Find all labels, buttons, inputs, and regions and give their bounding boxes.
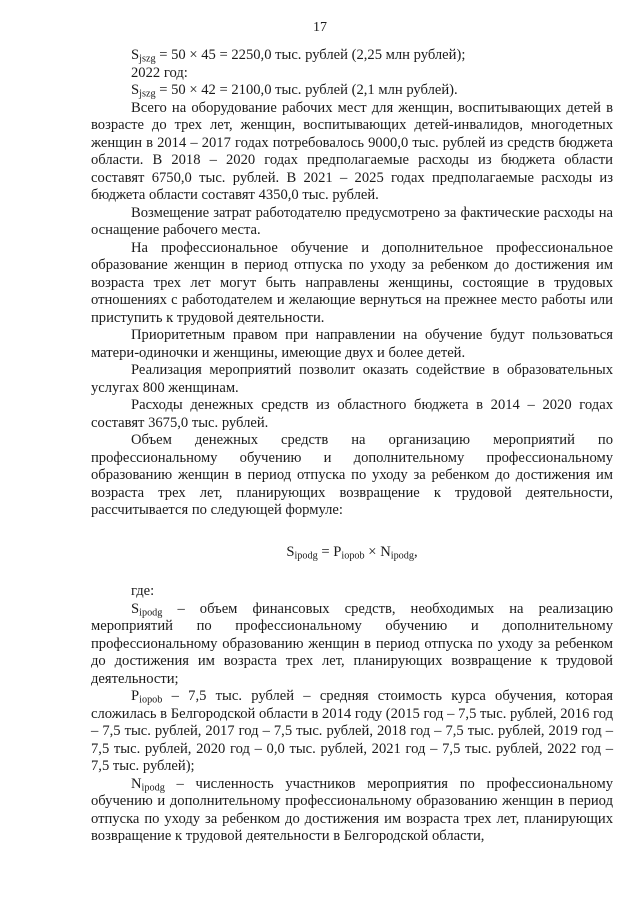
paragraph-budget-expenses: Расходы денежных средств из областного бюджета в 2014 – 2020 годах составят 3675,0 тыс. рублей. [91, 397, 613, 431]
calc-line-2022: $S_{jszg} = 50 \times 42 = 2100,0$ тыс. рублей (2,1 млн рублей). [131, 82, 458, 100]
document-body [91, 47, 613, 846]
paragraph-equipment-costs: Всего на оборудование рабочих мест для женщин, воспитывающих детей в возрасте до трех лет, женщин, воспитывающих детей-инвалидов, многодетных женщин в 2014 – 2017 годах потребовалось 9000,0 тыс. рублей из средств бюджета области. В 2018 – 2020 годах предполагаемые расходы из бюджета области составят 6750,0 тыс. рублей. В 2021 – 2025 годах предполагаемые расходы из бюджета области составят 4350,0 тыс. рублей. [91, 99, 613, 203]
page-number: 17 [313, 20, 327, 35]
formula: $S_{ipodg} = P_{iopob} \times N_{ipodg}$, [286, 543, 418, 562]
definition-n: $N_{ipodg}$ – численность участников мероприятия по профессиональному обучению и дополнительному профессиональному образованию женщин в период отпуска по уходу за ребенком до достижения им возраста трех лет, планирующих возвращение к трудовой деятельности в Белгородской области, [91, 775, 613, 844]
where-label: где: [131, 583, 155, 599]
definition-p: $P_{iopob} - 7,5$ тыс. рублей – средняя стоимость курса обучения, которая сложилась в Белгородской области в 2014 году (2015 год – 7,5 тыс. рублей, 2016 год – 7,5 тыс. рублей, 2017 год – 7,5 тыс. рублей, 2018 год – 7,5 тыс. рублей, 2019 год – 7,5 тыс. рублей, 2020 год – 0,0 тыс. рублей, 2021 год – 7,5 тыс. рублей, 2022 год – 7,5 тыс. рублей); [91, 688, 613, 774]
paragraph-implementation: Реализация мероприятий позволит оказать содействие в образовательных услугах 800 женщинам. [91, 362, 613, 396]
paragraph-formula-intro: Объем денежных средств на организацию мероприятий по профессиональному обучению и дополнительному профессиональному образованию женщин в период отпуска по уходу за ребенком до достижения им возраста трех лет, планирующих возвращение к трудовой деятельности, рассчитывается по следующей формуле: [91, 432, 613, 518]
paragraph-training-eligibility: На профессиональное обучение и дополнительное профессиональное образование женщин в период отпуска по уходу за ребенком до достижения им возраста трех лет могут быть направлены женщины, состоящие в трудовых отношениях с работодателем и желающие вернуться на прежнее место работы или приступить к трудовой деятельности. [91, 239, 613, 326]
year-heading-2022: 2022 год: [131, 64, 188, 81]
calc-line-2021: $S_{jszg} = 50 \times 45 = 2250,0$ тыс. рублей (2,25 млн рублей); [131, 47, 466, 65]
paragraph-reimbursement: Возмещение затрат работодателю предусмотрено за фактические расходы на оснащение рабочего места. [91, 204, 613, 238]
definition-s: $S_{ipodg}$ – объем финансовых средств, необходимых на реализацию мероприятий по профессиональному обучению и дополнительному профессиональному образованию женщин в период отпуска по уходу за ребенком до достижения им возраста трех лет, планирующих возвращение к трудовой деятельности; [91, 600, 613, 687]
paragraph-priority-right: Приоритетным правом при направлении на обучение будут пользоваться матери-одиночки и женщины, имеющие двух и более детей. [91, 327, 613, 361]
